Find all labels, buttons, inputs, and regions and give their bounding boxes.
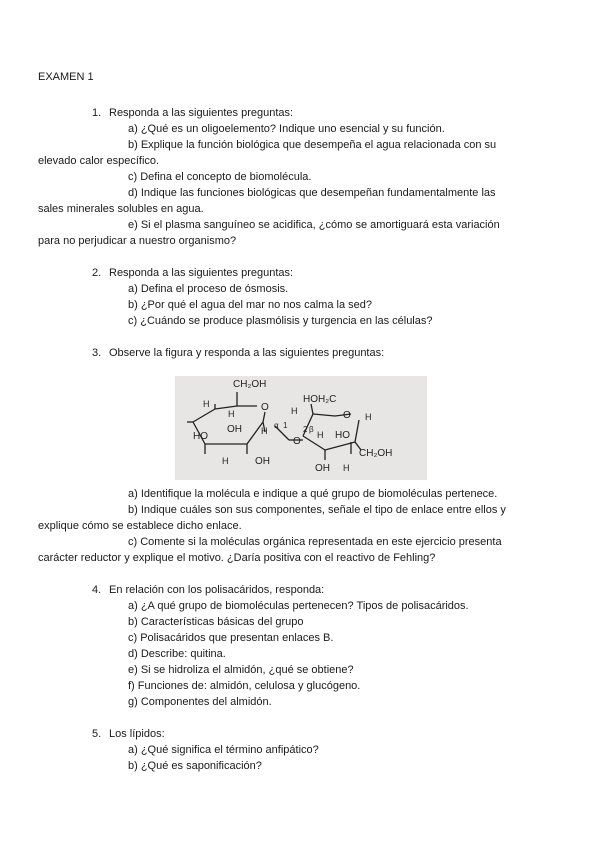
question-2 xyxy=(92,266,293,280)
q4-item-g: g) Componentes del almidón. xyxy=(128,696,272,708)
question-number: 2. xyxy=(92,267,102,279)
label-glycosidic-oxygen: O xyxy=(293,436,301,447)
q1-item-d-continued: sales minerales solubles en agua. xyxy=(38,203,204,215)
question-text: En relación con los polisacáridos, responda: xyxy=(109,584,325,596)
question-5 xyxy=(92,727,165,741)
label-hoh2c: HOH₂C xyxy=(303,394,337,405)
label-h: H xyxy=(317,430,324,440)
q4-item-a: a) ¿A qué grupo de biomoléculas pertenecen? Tipos de polisacáridos. xyxy=(128,600,469,612)
molecule-diagram xyxy=(175,376,427,480)
q5-item-a: a) ¿Qué significa el término anfipático? xyxy=(128,744,319,756)
question-text: Los lípidos: xyxy=(109,728,165,740)
question-4 xyxy=(92,583,324,597)
question-text: Observe la figura y responda a las siguientes preguntas: xyxy=(109,347,385,359)
q4-item-d: d) Describe: quitina. xyxy=(128,648,226,660)
q1-item-b-continued: elevado calor específico. xyxy=(38,155,160,167)
q1-item-a: a) ¿Qué es un oligoelemento? Indique uno esencial y su función. xyxy=(128,123,445,135)
label-alpha: α xyxy=(274,421,279,430)
q3-item-c: c) Comente si la moléculas orgánica representada en este ejercicio presenta xyxy=(128,536,502,548)
label-ho-right: HO xyxy=(335,430,350,441)
q1-item-e-continued: para no perjudicar a nuestro organismo? xyxy=(38,235,237,247)
label-ch2oh-right: CH₂OH xyxy=(359,448,393,459)
exam-title: EXAMEN 1 xyxy=(38,71,94,83)
q4-item-e: e) Si se hidroliza el almidón, ¿qué se obtiene? xyxy=(128,664,354,676)
q2-item-b: b) ¿Por qué el agua del mar no nos calma la sed? xyxy=(128,299,372,311)
q1-item-e: e) Si el plasma sanguíneo se acidifica, ¿cómo se amortiguará esta variación xyxy=(128,219,500,231)
q4-item-c: c) Polisacáridos que presentan enlaces B. xyxy=(128,632,334,644)
q3-item-b-continued: explique cómo se establece dicho enlace. xyxy=(38,520,242,532)
q3-item-a: a) Identifique la molécula e indique a qué grupo de biomoléculas pertenece. xyxy=(128,488,498,500)
label-h: H xyxy=(203,399,210,409)
q1-item-c: c) Defina el concepto de biomolécula. xyxy=(128,171,312,183)
question-number: 1. xyxy=(92,107,102,119)
question-number: 5. xyxy=(92,728,102,740)
q5-item-b: b) ¿Qué es saponificación? xyxy=(128,760,262,772)
label-h: H xyxy=(343,463,350,473)
label-oh: OH xyxy=(315,463,330,474)
label-oh: OH xyxy=(255,456,270,467)
label-beta: β xyxy=(309,425,314,434)
q2-item-c: c) ¿Cuándo se produce plasmólisis y turgencia en las células? xyxy=(128,315,433,327)
question-number: 3. xyxy=(92,347,102,359)
sucrose-structure-figure xyxy=(175,376,427,480)
label-ho-left: HO xyxy=(193,431,208,442)
q3-item-c-continued: carácter reductor y explique el motivo. ¿Daría positiva con el reactivo de Fehling? xyxy=(38,552,436,564)
label-ring-oxygen-right: O xyxy=(343,410,351,421)
label-h: H xyxy=(291,406,298,416)
question-text: Responda a las siguientes preguntas: xyxy=(109,107,294,119)
label-h: H xyxy=(261,426,268,436)
label-ch2oh-top: CH₂OH xyxy=(233,379,267,390)
label-c2: 2 xyxy=(303,425,308,434)
label-oh: OH xyxy=(227,424,242,435)
q1-item-b: b) Explique la función biológica que desempeña el agua relacionada con su xyxy=(128,139,497,151)
question-number: 4. xyxy=(92,584,102,596)
label-h: H xyxy=(365,412,372,422)
label-ring-oxygen-left: O xyxy=(261,402,269,413)
question-3 xyxy=(92,346,384,360)
label-c1: 1 xyxy=(283,421,288,430)
q4-item-f: f) Funciones de: almidón, celulosa y glucógeno. xyxy=(128,680,361,692)
q2-item-a: a) Defina el proceso de ósmosis. xyxy=(128,283,289,295)
label-h: H xyxy=(222,456,229,466)
q1-item-d: d) Indique las funciones biológicas que desempeñan fundamentalmente las xyxy=(128,187,496,199)
question-1 xyxy=(92,106,293,120)
q3-item-b: b) Indique cuáles son sus componentes, señale el tipo de enlace entre ellos y xyxy=(128,504,506,516)
question-text: Responda a las siguientes preguntas: xyxy=(109,267,294,279)
q4-item-b: b) Características básicas del grupo xyxy=(128,616,304,628)
label-h: H xyxy=(228,409,235,419)
